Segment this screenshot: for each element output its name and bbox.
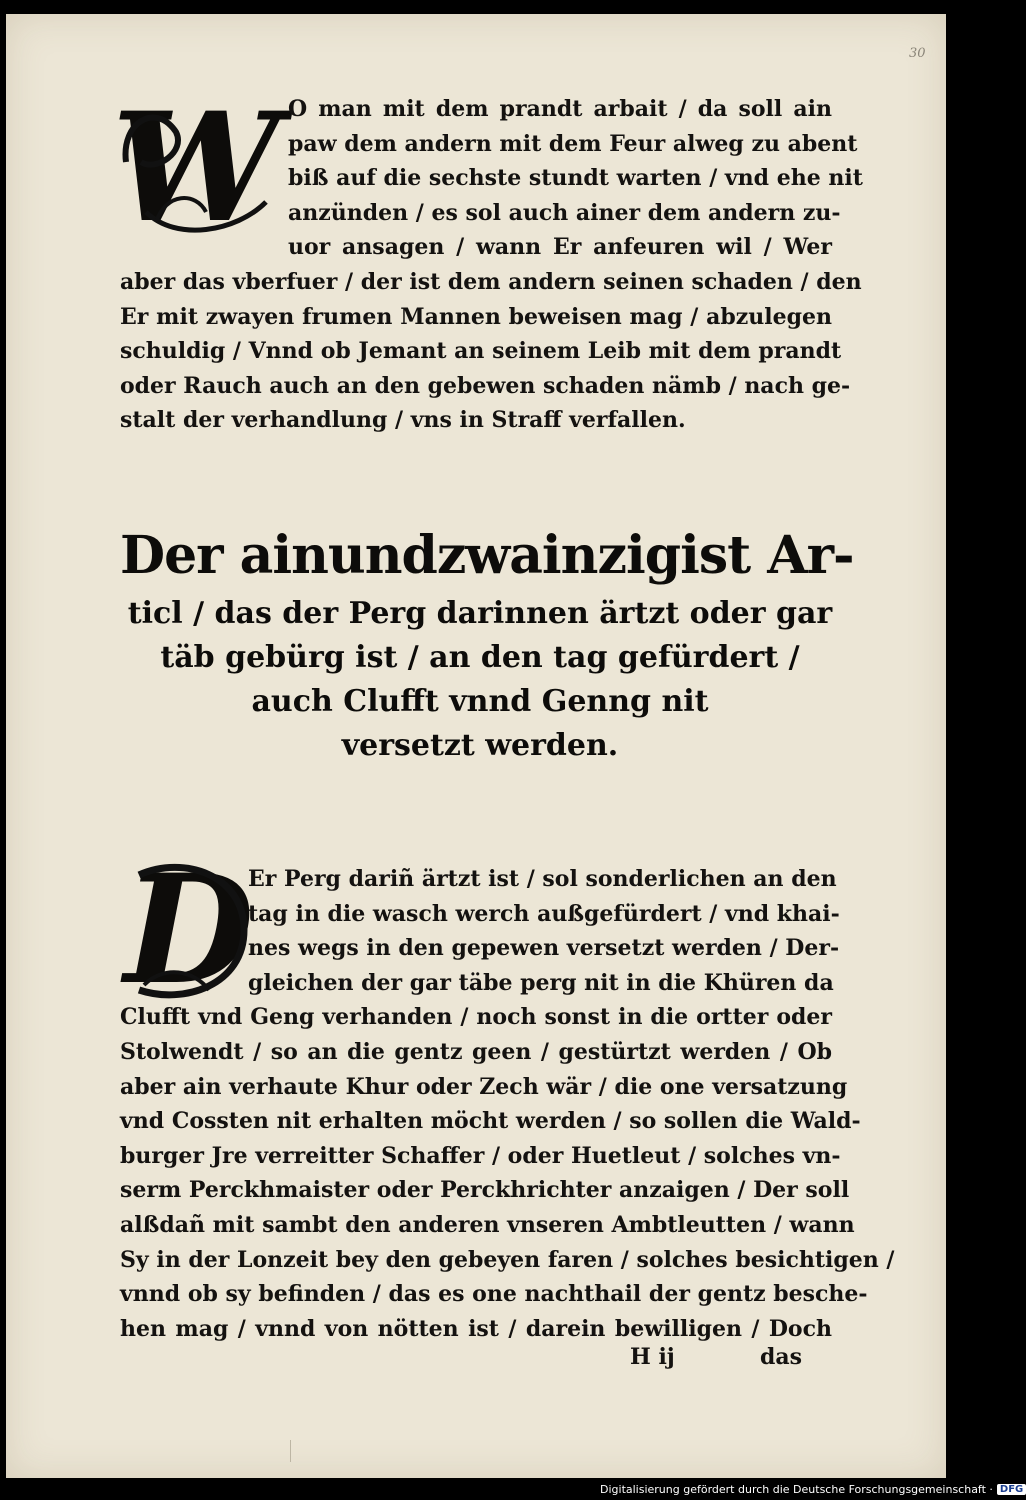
credit-text: Digitalisierung gefördert durch die Deutsche Forschungsgemeinschaft ·: [600, 1483, 993, 1496]
text-line: O man mit dem prandt arbait / da soll ain: [288, 96, 832, 122]
digitization-credit: [600, 1483, 1026, 1496]
initial-letter-d: D: [123, 842, 255, 1018]
text-line: Clufft vnd Geng verhanden / noch sonst in die ortter oder: [120, 1004, 832, 1031]
text-line: hen mag / vnnd von nötten ist / darein bewilligen / Doch: [120, 1315, 832, 1342]
text-line: uor ansagen / wann Er anfeuren wil / Wer: [288, 234, 832, 261]
paragraph-2: [120, 862, 895, 1346]
text-line: schuldig / Vnnd ob Jemant an seinem Leib mit dem prandt: [120, 338, 842, 365]
text-line: nes wegs in den gepewen versetzt werden / Der-: [248, 935, 840, 962]
text-line: anzünden / es sol auch ainer dem andern zu-: [288, 199, 841, 226]
text-line: tag in die wasch werch außgefürdert / vnd khai-: [248, 900, 840, 927]
heading-line: versetzt werden.: [341, 728, 619, 763]
text-line: oder Rauch auch an den gebewen schaden nämb / nach ge-: [120, 372, 851, 399]
text-line: Stolwendt / so an die gentz geen / gestürtzt werden / Ob: [120, 1038, 832, 1065]
margin-mark: [290, 1440, 291, 1462]
text-line: vnnd ob sy befinden / das es one nachthail der gentz besche-: [120, 1281, 868, 1308]
text-line: Er mit zwayen frumen Mannen beweisen mag / abzulegen: [120, 303, 832, 330]
text-line: Er Perg dariñ ärtzt ist / sol sonderlichen an den: [248, 866, 837, 892]
catchword: das: [760, 1344, 803, 1370]
paragraph-1: [120, 92, 863, 438]
text-line: gleichen der gar täbe perg nit in die Khüren da: [248, 969, 834, 996]
text-line: serm Perckhmaister oder Perckhrichter anzaigen / Der soll: [120, 1177, 850, 1204]
text-line: alßdañ mit sambt den anderen vnseren Ambtleutten / wann: [120, 1211, 855, 1238]
text-line: vnd Cossten nit erhalten möcht werden / so sollen die Wald-: [120, 1108, 861, 1135]
article-heading: [120, 520, 854, 768]
folio-number: 30: [909, 46, 926, 61]
text-line: burger Jre verreitter Schaffer / oder Huetleut / solches vn-: [120, 1142, 841, 1169]
heading-line: auch Clufft vnnd Genng nit: [251, 684, 709, 719]
dfg-logo-icon: DFG: [997, 1484, 1026, 1495]
heading-line: ticl / das der Perg darinnen ärtzt oder gar: [127, 596, 833, 631]
text-line: Sy in der Lonzeit bey den gebeyen faren / solches besichtigen /: [120, 1246, 895, 1273]
text-line: paw dem andern mit dem Feur alweg zu abent: [288, 130, 858, 157]
signature-mark: H ij: [630, 1344, 675, 1370]
text-line: stalt der verhandlung / vns in Straff verfallen.: [120, 407, 686, 434]
heading-line: Der ainundzwainzigist Ar-: [120, 525, 854, 586]
text-line: aber ain verhaute Khur oder Zech wär / die one versatzung: [120, 1073, 848, 1100]
initial-letter-w: W: [111, 80, 281, 256]
text-line: aber das vberfuer / der ist dem andern seinen schaden / den: [120, 268, 862, 295]
text-line: biß auf die sechste stundt warten / vnd ehe nit: [288, 165, 863, 192]
heading-line: täb gebürg ist / an den tag gefürdert /: [160, 640, 800, 675]
